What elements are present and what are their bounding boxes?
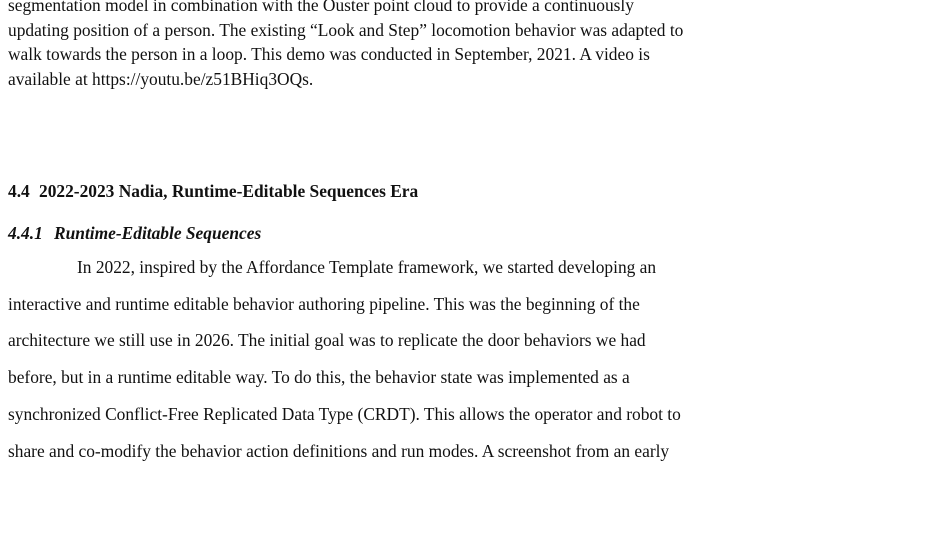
text-line: segmentation model in combination with the Ouster point cloud to provide a continuously	[8, 0, 634, 15]
text-line: available at https://youtu.be/z51BHiq3OQs.	[8, 68, 314, 89]
text-line: walk towards the person in a loop. This demo was conducted in September, 2021. A video is	[8, 44, 650, 64]
section-title: 2022-2023 Nadia, Runtime-Editable Sequences Era	[39, 181, 419, 201]
text-line: share and co-modify the behavior action definitions and run modes. A screenshot from an early	[8, 440, 670, 461]
subsection-title: Runtime-Editable Sequences	[54, 223, 262, 243]
subsection-heading	[8, 222, 261, 244]
section-number: 4.4	[8, 181, 30, 201]
intro-paragraph	[8, 0, 933, 91]
text-line: synchronized Conflict-Free Replicated Data Type (CRDT). This allows the operator and robot to	[8, 403, 681, 424]
subsection-number: 4.4.1	[8, 223, 43, 243]
text-line: before, but in a runtime editable way. To do this, the behavior state was implemented as a	[8, 367, 630, 388]
text-line: In 2022, inspired by the Affordance Template framework, we started developing an	[77, 257, 657, 277]
text-line: architecture we still use in 2026. The initial goal was to replicate the door behaviors we had	[8, 330, 646, 351]
text-line: interactive and runtime editable behavior authoring pipeline. This was the beginning of the	[8, 293, 640, 314]
text-line: updating position of a person. The existing “Look and Step” locomotion behavior was adapted to	[8, 19, 684, 40]
body-paragraph	[8, 249, 933, 469]
section-heading	[8, 180, 418, 202]
